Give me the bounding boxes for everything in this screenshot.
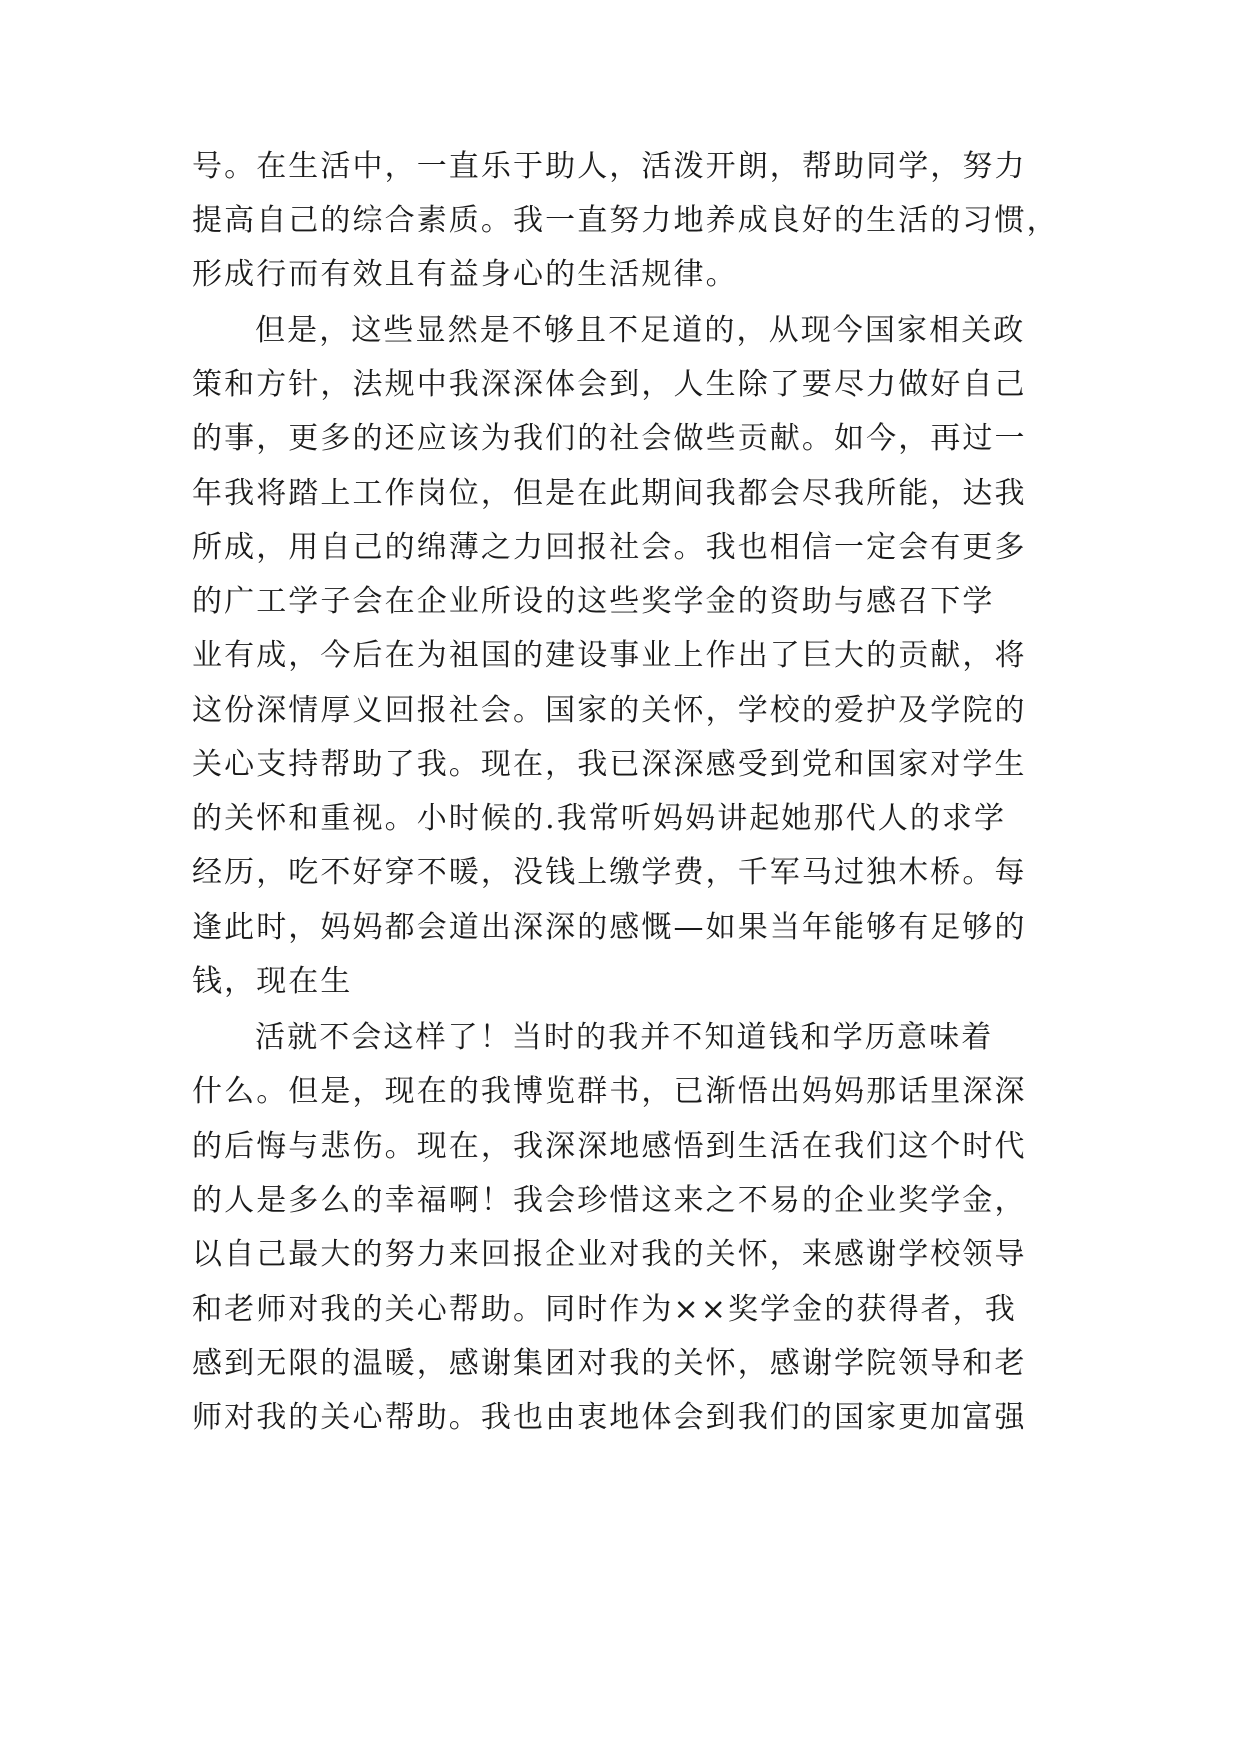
text-line: 的事，更多的还应该为我们的社会做些贡献。如今，再过一 (192, 421, 1027, 456)
text-line: 形成行而有效且有益身心的生活规律。 (192, 257, 738, 292)
text-line: 什么。但是，现在的我博览群书，已渐悟出妈妈那话里深深 (192, 1074, 1027, 1109)
text-line: 的人是多么的幸福啊！我会珍惜这来之不易的企业奖学金， (192, 1183, 1027, 1218)
text-line: 策和方针，法规中我深深体会到，人生除了要尽力做好自己 (192, 367, 1027, 402)
text-line: 的关怀和重视。小时候的.我常听妈妈讲起她那代人的求学 (192, 801, 1007, 836)
text-line: 经历，吃不好穿不暖，没钱上缴学费，千军马过独木桥。每 (192, 855, 1027, 890)
text-line: 业有成，今后在为祖国的建设事业上作出了巨大的贡献，将 (192, 638, 1027, 673)
text-line: 但是，这些显然是不够且不足道的，从现今国家相关政 (255, 313, 1026, 348)
text-line: 和老师对我的关心帮助。同时作为××奖学金的获得者，我 (192, 1292, 1017, 1327)
text-line: 所成，用自己的绵薄之力回报社会。我也相信一定会有更多 (192, 530, 1027, 565)
text-line: 逢此时，妈妈都会道出深深的感慨—如果当年能够有足够的 (192, 910, 1027, 945)
text-line: 这份深情厚义回报社会。国家的关怀，学校的爱护及学院的 (192, 693, 1027, 728)
text-line: 的后悔与悲伤。现在，我深深地感悟到生活在我们这个时代 (192, 1129, 1027, 1164)
text-line: 感到无限的温暖，感谢集团对我的关怀，感谢学院领导和老 (192, 1346, 1027, 1381)
text-line: 以自己最大的努力来回报企业对我的关怀，来感谢学校领导 (192, 1237, 1027, 1272)
text-line: 提高自己的综合素质。我一直努力地养成良好的生活的习惯， (192, 203, 1059, 238)
text-line: 关心支持帮助了我。现在，我已深深感受到党和国家对学生 (192, 747, 1027, 782)
text-line: 年我将踏上工作岗位，但是在此期间我都会尽我所能，达我 (192, 476, 1027, 511)
text-line: 的广工学子会在企业所设的这些奖学金的资助与感召下学 (192, 584, 995, 619)
text-line: 师对我的关心帮助。我也由衷地体会到我们的国家更加富强 (192, 1400, 1027, 1435)
text-line: 钱，现在生 (192, 964, 353, 999)
text-line: 活就不会这样了！当时的我并不知道钱和学历意味着 (255, 1020, 994, 1055)
text-line: 号。在生活中，一直乐于助人，活泼开朗，帮助同学，努力 (192, 149, 1027, 184)
